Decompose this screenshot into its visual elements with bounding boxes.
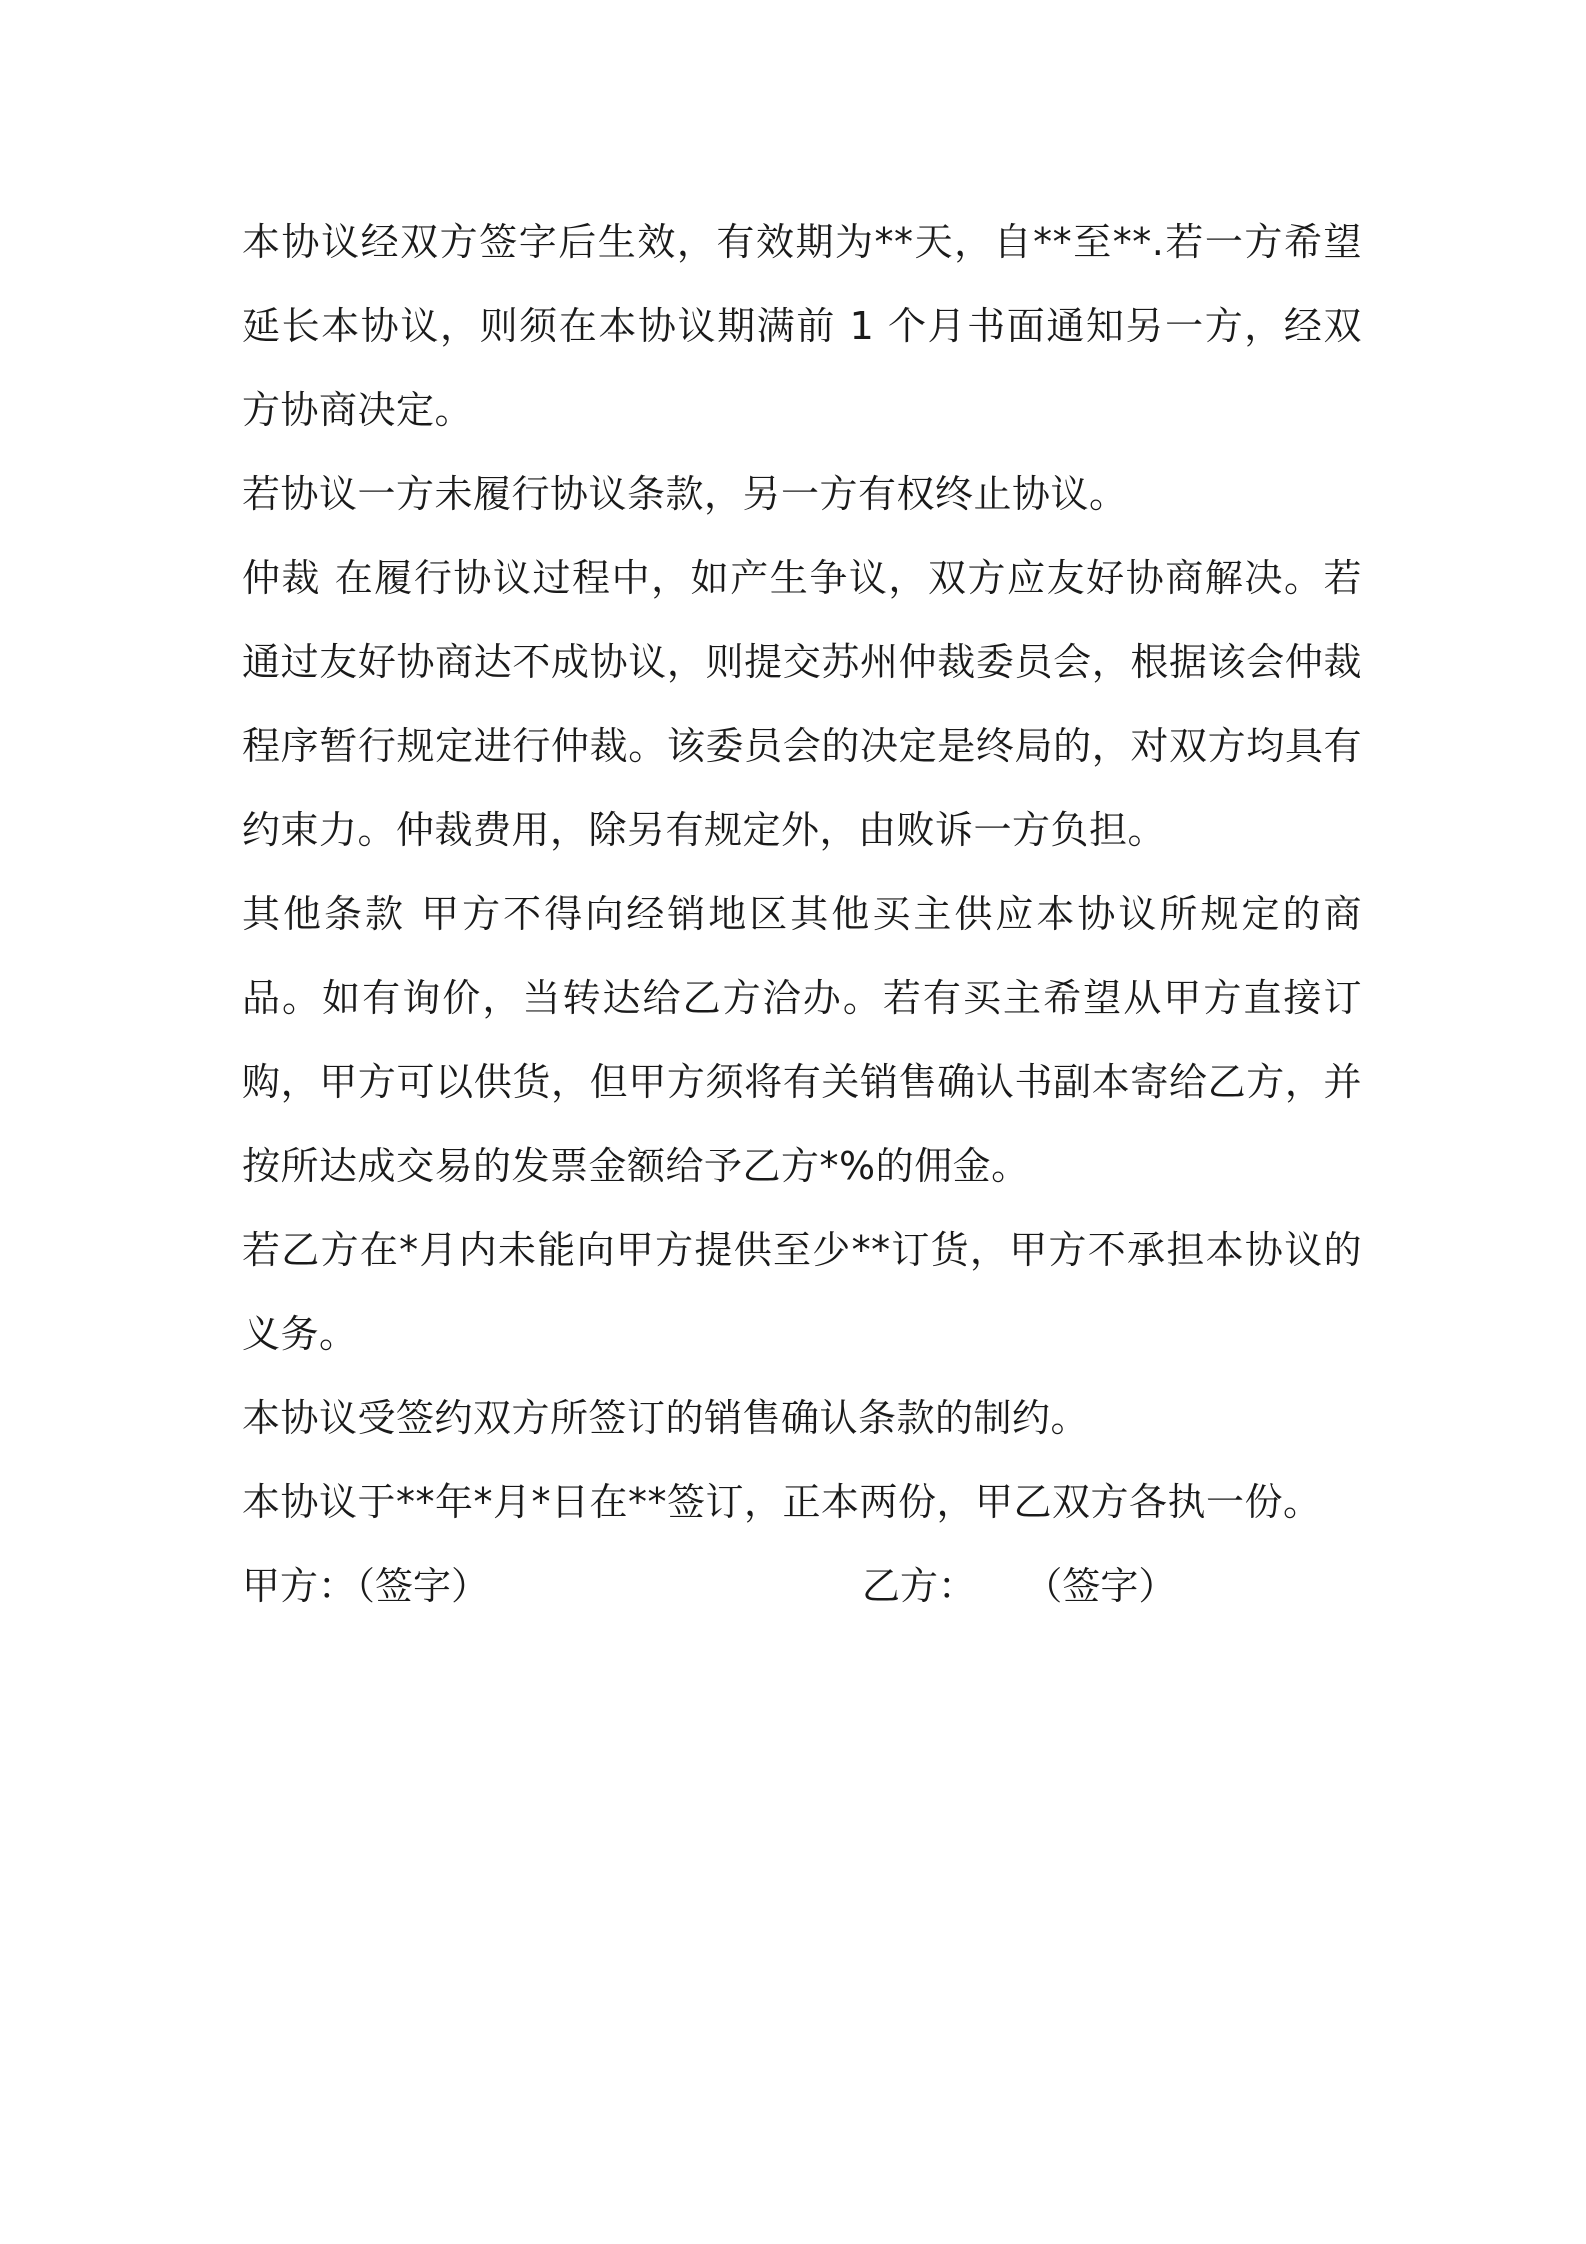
party-b-signature: 乙方： （签字） xyxy=(862,1564,1177,1608)
party-a-signature: 甲方：（签字） xyxy=(242,1564,490,1608)
paragraph-signing-date: 本协议于**年*月*日在**签订，正本两份，甲乙双方各执一份。 xyxy=(242,1480,1322,1524)
paragraph-sales-confirmation: 本协议受签约双方所签订的销售确认条款的制约。 xyxy=(242,1396,1090,1440)
signature-row xyxy=(242,1544,1362,1628)
paragraph-termination: 若协议一方未履行协议条款，另一方有权终止协议。 xyxy=(242,472,1128,516)
paragraph-validity: 本协议经双方签字后生效，有效期为**天，自**至**.若一方希望延长本协议，则须在本协议期满前 1 个月书面通知另一方，经双方协商决定。 xyxy=(242,220,1362,432)
paragraph-order-obligation: 若乙方在*月内未能向甲方提供至少**订货，甲方不承担本协议的义务。 xyxy=(242,1228,1362,1356)
document-body xyxy=(242,200,1362,1628)
paragraph-arbitration: 仲裁 在履行协议过程中，如产生争议，双方应友好协商解决。若通过友好协商达不成协议，则提交苏州仲裁委员会，根据该会仲裁程序暂行规定进行仲裁。该委员会的决定是终局的，对双方均具有约束力。仲裁费用，除另有规定外，由败诉一方负担。 xyxy=(242,556,1362,852)
paragraph-other-terms: 其他条款 甲方不得向经销地区其他买主供应本协议所规定的商品。如有询价，当转达给乙方洽办。若有买主希望从甲方直接订购，甲方可以供货，但甲方须将有关销售确认书副本寄给乙方，并按所达成交易的发票金额给予乙方*%的佣金。 xyxy=(242,892,1362,1188)
